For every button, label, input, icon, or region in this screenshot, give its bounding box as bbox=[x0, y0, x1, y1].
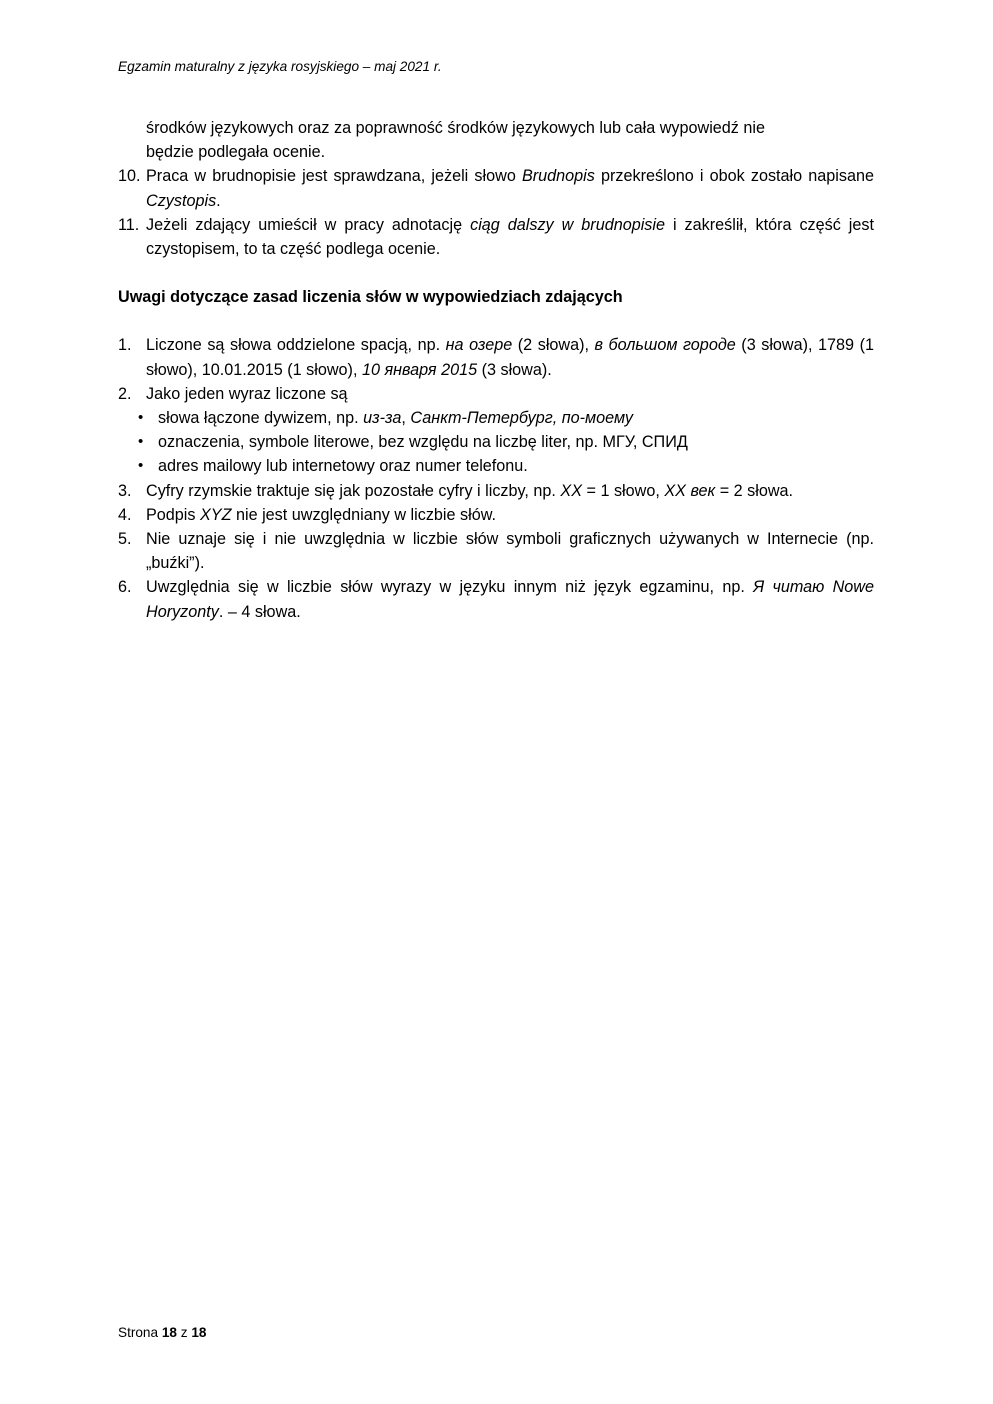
bullet-icon: • bbox=[138, 433, 144, 451]
word-rule-2 bbox=[118, 382, 874, 406]
rule-number: 10. bbox=[118, 167, 141, 186]
section-heading: Uwagi dotyczące zasad liczenia słów w wypowiedziach zdających bbox=[118, 288, 623, 307]
continuation-text: środków językowych oraz za poprawność środków językowych lub cała wypowiedź nie będzie podlegała ocenie. bbox=[146, 119, 765, 162]
rule-number: 2. bbox=[118, 384, 132, 403]
word-rule-6 bbox=[118, 575, 874, 623]
rule-text: Praca w brudnopisie jest sprawdzana, jeżeli słowo Brudnopis przekreślono i obok zostało napisane Czystopis. bbox=[146, 167, 874, 210]
bullet-icon: • bbox=[138, 409, 144, 427]
rule-text: Nie uznaje się i nie uwzględnia w liczbie słów symboli graficznych używanych w Internecie (np. „buźki”). bbox=[146, 530, 874, 573]
rule-11 bbox=[118, 213, 874, 261]
rule-number: 6. bbox=[118, 578, 132, 597]
rule-text: Podpis XYZ nie jest uwzględniany w liczbie słów. bbox=[146, 505, 497, 524]
rule-number: 1. bbox=[118, 336, 132, 355]
word-rule-4 bbox=[118, 503, 874, 527]
rule-10 bbox=[118, 164, 874, 212]
footer-page-number: 18 bbox=[161, 1325, 177, 1340]
bullet-icon: • bbox=[138, 457, 144, 475]
rule-number: 5. bbox=[118, 530, 132, 549]
rule-text: Jako jeden wyraz liczone są bbox=[146, 384, 348, 403]
footer-of: z bbox=[180, 1325, 188, 1340]
rule-number: 11. bbox=[118, 215, 140, 234]
list-item: • adres mailowy lub internetowy oraz numer telefonu. bbox=[138, 454, 874, 478]
list-item: • słowa łączone dywizem, np. из-за, Санкт-Петербург, по-моему bbox=[138, 406, 874, 430]
list-item: • oznaczenia, symbole literowe, bez względu na liczbę liter, np. МГУ, СПИД bbox=[138, 430, 874, 454]
page-footer bbox=[118, 1325, 206, 1340]
rule-text: Jeżeli zdający umieścił w pracy adnotację ciąg dalszy w brudnopisie i zakreślił, która część jest czystopisem, to ta część podlega ocenie. bbox=[146, 215, 875, 259]
rule-text: Uwzględnia się w liczbie słów wyrazy w języku innym niż język egzaminu, np. Я читаю Nowe Horyzonty. – 4 słowa. bbox=[146, 578, 874, 621]
footer-page-total: 18 bbox=[191, 1325, 207, 1340]
rule-text: Cyfry rzymskie traktuje się jak pozostałe cyfry i liczby, np. XX = 1 słowo, XX век = 2 słowa. bbox=[146, 481, 794, 500]
rule-number: 3. bbox=[118, 481, 132, 500]
rule-text: Liczone są słowa oddzielone spacją, np. на озере (2 słowa), в большом городе (3 słowa), 1789 (1 słowo), 10.01.2015 (1 słowo), 10 января 2015 (3 słowa). bbox=[146, 336, 874, 379]
page-content bbox=[118, 116, 874, 624]
word-rule-5 bbox=[118, 527, 874, 575]
bullet-list bbox=[118, 406, 874, 479]
word-rule-3 bbox=[118, 479, 874, 503]
running-header: Egzamin maturalny z języka rosyjskiego – maj 2021 r. bbox=[118, 59, 442, 74]
footer-label: Strona bbox=[118, 1325, 159, 1340]
word-rule-1 bbox=[118, 333, 874, 381]
rule-number: 4. bbox=[118, 505, 132, 524]
